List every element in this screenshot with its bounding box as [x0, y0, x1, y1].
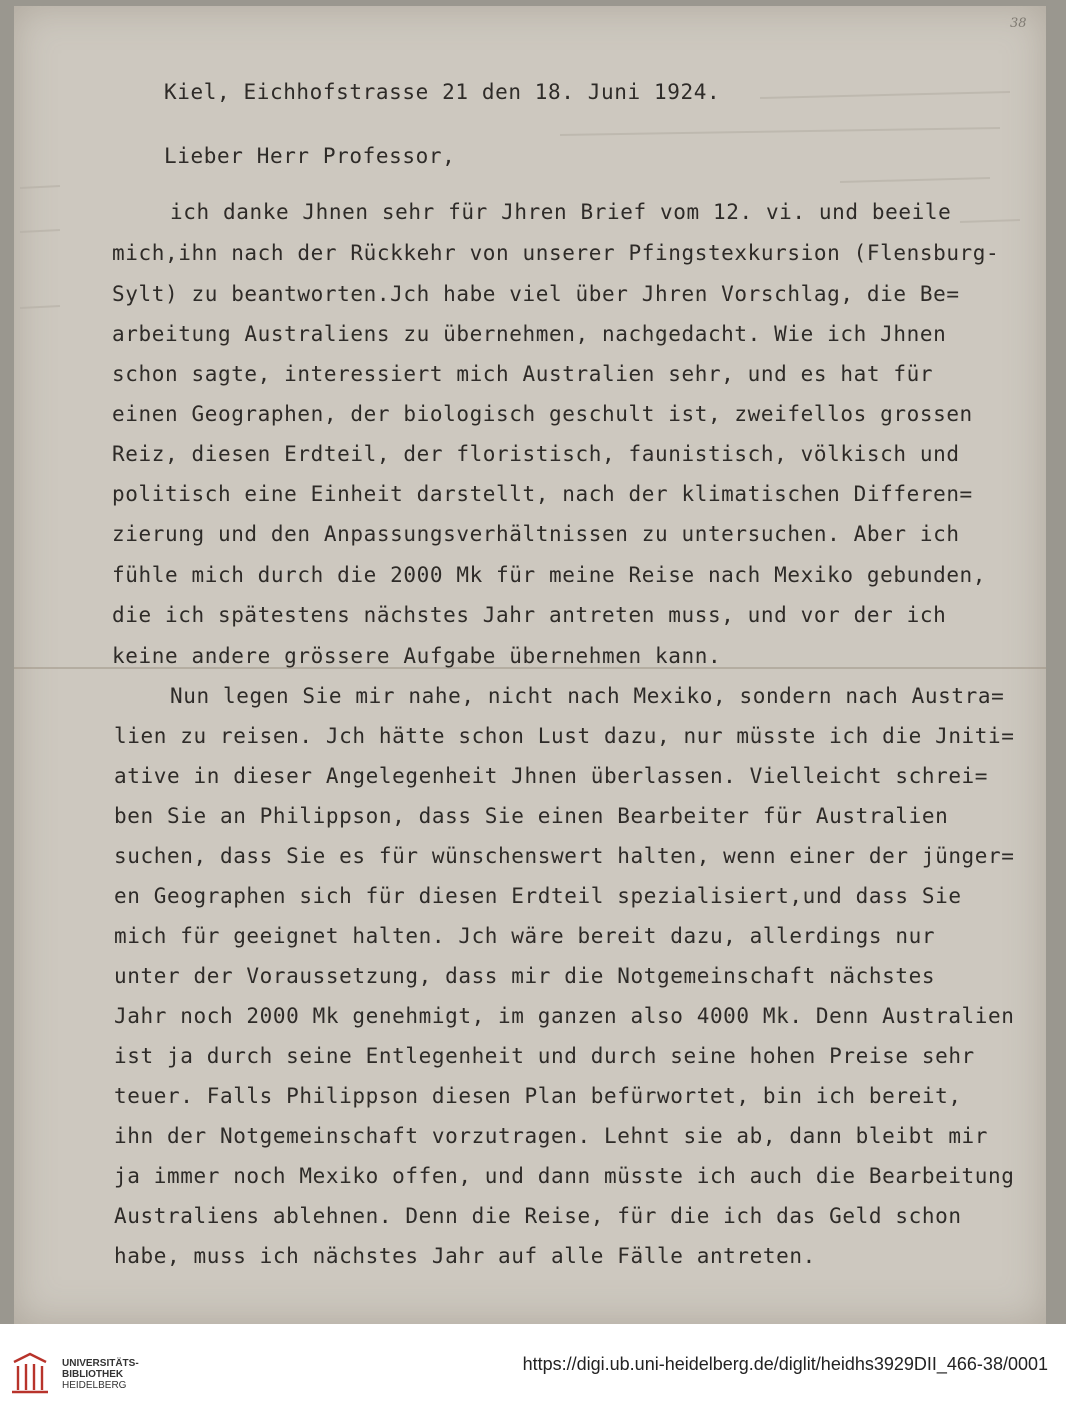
body-line: ative in dieser Angelegenheit Jhnen überlassen. Vielleicht schrei= [114, 764, 989, 788]
body-line: suchen, dass Sie es für wünschenswert halten, wenn einer der jünger= [114, 844, 1015, 868]
letter-heading: Kiel, Eichhofstrasse 21 den 18. Juni 1924. [164, 80, 721, 104]
body-line: politisch eine Einheit darstellt, nach der klimatischen Differen= [112, 482, 973, 506]
body-line: mich für geeignet halten. Jch wäre bereit dazu, allerdings nur [114, 924, 936, 948]
library-name-line: BIBLIOTHEK [62, 1369, 124, 1380]
page-number: 38 [1010, 16, 1027, 31]
body-line: Nun legen Sie mir nahe, nicht nach Mexiko, sondern nach Austra= [170, 684, 1005, 708]
source-url-link[interactable]: https://digi.ub.uni-heidelberg.de/diglit/heidhs3929DII_466-38/0001 [522, 1354, 1048, 1374]
library-name-line: HEIDELBERG [62, 1380, 127, 1391]
body-line: fühle mich durch die 2000 Mk für meine Reise nach Mexiko gebunden, [112, 563, 987, 587]
body-line: schon sagte, interessiert mich Australien sehr, und es hat für [112, 362, 934, 386]
body-line: ihn der Notgemeinschaft vorzutragen. Lehnt sie ab, dann bleibt mir [114, 1124, 989, 1148]
library-logo-icon [10, 1350, 50, 1394]
body-line: ich danke Jhnen sehr für Jhren Brief vom 12. vi. und beeile [170, 200, 952, 224]
body-line: Sylt) zu beantworten.Jch habe viel über Jhren Vorschlag, die Be= [112, 282, 960, 306]
body-line: en Geographen sich für diesen Erdteil spezialisiert,und dass Sie [114, 884, 962, 908]
body-line: habe, muss ich nächstes Jahr auf alle Fälle antreten. [114, 1244, 816, 1268]
body-line: Reiz, diesen Erdteil, der floristisch, faunistisch, völkisch und [112, 442, 960, 466]
body-line: Jahr noch 2000 Mk genehmigt, im ganzen also 4000 Mk. Denn Australien [114, 1004, 1015, 1028]
body-line: keine andere grössere Aufgabe übernehmen kann. [112, 644, 722, 668]
body-line: ja immer noch Mexiko offen, und dann müsste ich auch die Bearbeitung [114, 1164, 1015, 1188]
library-name [62, 1358, 139, 1391]
library-name-line: UNIVERSITÄTS- [62, 1358, 139, 1369]
body-line: lien zu reisen. Jch hätte schon Lust dazu, nur müsste ich die Jniti= [114, 724, 1015, 748]
library-footer [0, 1324, 1066, 1417]
body-line: einen Geographen, der biologisch geschult ist, zweifellos grossen [112, 402, 973, 426]
body-line: arbeitung Australiens zu übernehmen, nachgedacht. Wie ich Jhnen [112, 322, 947, 346]
body-line: teuer. Falls Philippson diesen Plan befürwortet, bin ich bereit, [114, 1084, 962, 1108]
body-line: ist ja durch seine Entlegenheit und durch seine hohen Preise sehr [114, 1044, 975, 1068]
body-line: unter der Voraussetzung, dass mir die Notgemeinschaft nächstes [114, 964, 936, 988]
letter-salutation: Lieber Herr Professor, [164, 144, 456, 168]
body-line: zierung und den Anpassungsverhältnissen zu untersuchen. Aber ich [112, 522, 960, 546]
body-line: mich,ihn nach der Rückkehr von unserer Pfingstexkursion (Flensburg- [112, 241, 1000, 265]
body-line: Australiens ablehnen. Denn die Reise, für die ich das Geld schon [114, 1204, 962, 1228]
body-line: ben Sie an Philippson, dass Sie einen Bearbeiter für Australien [114, 804, 949, 828]
body-line: die ich spätestens nächstes Jahr antreten muss, und vor der ich [112, 603, 947, 627]
